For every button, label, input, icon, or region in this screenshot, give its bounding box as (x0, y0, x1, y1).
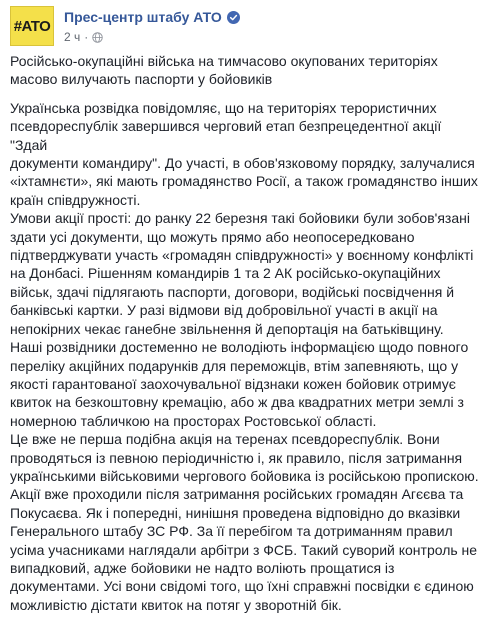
globe-icon[interactable] (92, 32, 103, 43)
meta-separator: · (84, 30, 89, 44)
post-body (10, 52, 480, 614)
avatar-logo-text: #ATO (13, 17, 51, 35)
verified-badge-icon (227, 11, 240, 24)
post-paragraph: Умови акції прості: до ранку 22 березня такі бойовики були зобов'язані здати усі документи, що можуть прямо або неопосередковано підтверджувати участь «громадян співдружності» у воєнному конфлікті на Донбасі. Рішенням командирів 1 та 2 АК російсько-окупаційних військ, здачі підлягають паспорти, договори, водійські посвідчення й банківські картки. У разі відмови від добровільної участі в акції на непокірних чекає ганебне звільнення й депортація на батьківщину. (10, 210, 474, 337)
post-meta (64, 30, 103, 44)
post-lead: Російсько-окупаційні війська на тимчасово окупованих територіях масово вилучають паспорти у бойовиків (10, 53, 438, 88)
post-paragraph: Наші розвідники достеменно не володіють інформацією щодо повного переліку акційних подарунків для переможців, втім запевняють, що у якості гарантованої заохочувальної відзнаки кожен бойовик отримує квиток на безкоштовну кремацію, або ж два квадратних метри землі з номерною табличкою на просторах Ростовської області. (10, 339, 469, 429)
post-header (10, 6, 480, 50)
page-name-link[interactable]: Прес-центр штабу АТО (64, 9, 222, 25)
page-name-row (64, 9, 240, 25)
post-paragraph: Акції вже проходили після затримання російських громадян Агєєва та Покусаєва. Як і попередні, нинішня проведена відповідно до вказівки Генерального штабу ЗС РФ. За її перебігом та дотриманням правил усіма учасниками наглядали арбітри з ФСБ. Такий суворий контроль не випадковий, адже бойовики не надто воліють прощатися із документами. Усі вони свідомі того, що їхні справжні посвідки є єдиною можливістю дістати квиток на потяг у зворотній бік. (10, 486, 478, 613)
post-timestamp[interactable]: 2 ч (64, 30, 81, 44)
post-paragraph: Українська розвідка повідомляє, що на територіях терористичних псевдореспублік завершився черговий етап безпрецедентної акції "Здай документи командиру". До участі, в обов'язковому порядку, залучалися «іхтамнєти», які мають громадянство Росії, а також громадянство інших країн співдружності. (10, 99, 478, 208)
post-paragraph: Це вже не перша подібна акція на теренах псевдореспублік. Вони проводяться із певною періодичністю і, як правило, після затримання українськими військовими чергового бойовика із російською пропискою. (10, 431, 479, 484)
page-avatar[interactable] (10, 6, 54, 46)
